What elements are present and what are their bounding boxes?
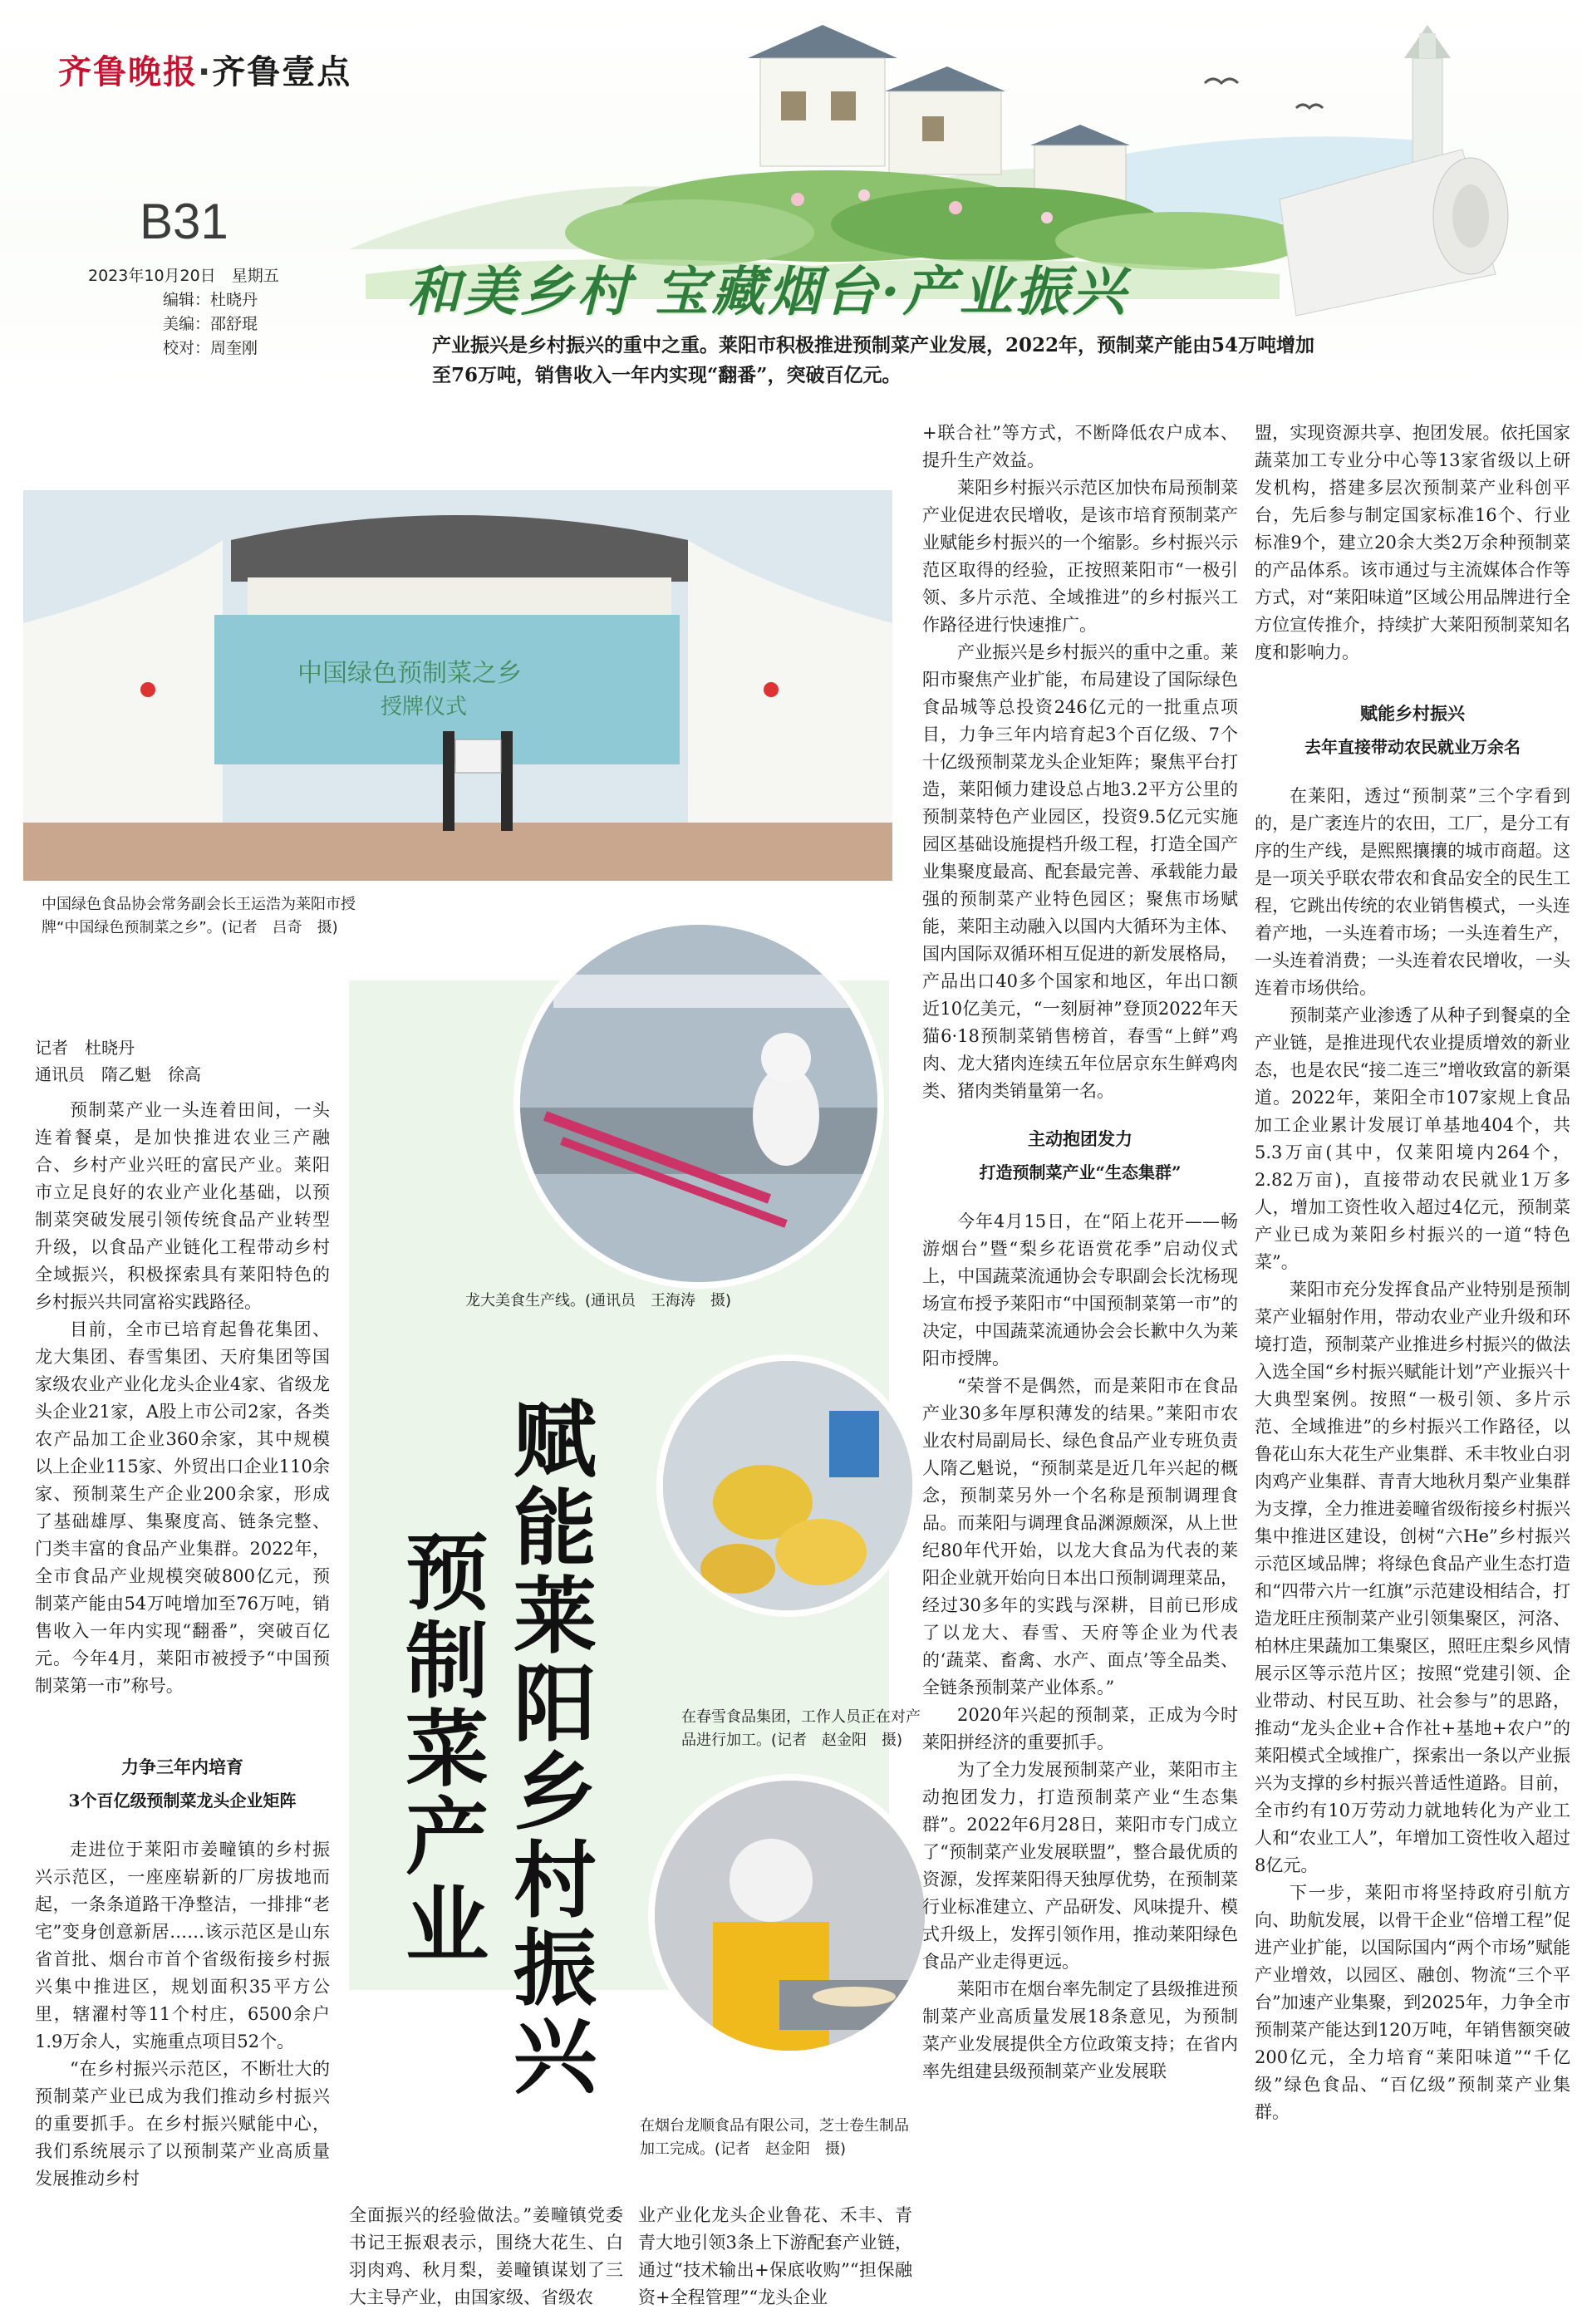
logo-separator: · [198,53,213,91]
edition-date: 2023年10月20日 星期五 [88,267,279,285]
masthead-logo [58,46,351,93]
edition-meta [88,264,279,361]
col3-paragraph: 产业振兴是乡村振兴的重中之重。莱阳市聚焦产业扩能，布局建设了国际绿色食品城等总投资246亿元的一批重点项目，力争三年内培育起3个百亿级、7个十亿级预制菜龙头企业矩阵；聚焦平台打造，莱阳倾力建设总占地3.2平方公里的预制菜特色产业园区，投资9.5亿元实施园区基础设施提档升级工程，打造全国产业集聚度最高、配套最完善、承载能力最强的预制菜产业特色园区；聚焦市场赋能，莱阳主动融入以国内大循环为主体、国内国际双循环相互促进的新发展格局，产品出口40多个国家和地区，年出口额近10亿美元，“一刻厨神”登顶2022年天猫6·18预制菜销售榜首，春雪“上鲜”鸡肉、龙大猪肉连续五年位居京东生鲜鸡肉类、猪肉类销量第一名。 [922,642,1238,1101]
factory-photo-illustration [520,925,877,1282]
col3-subheading-2: 打造预制菜产业“生态集群” [979,1162,1182,1182]
article-title-line2: 预制菜产业 [391,1529,489,1969]
byline-correspondents: 通讯员 隋乙魁 徐高 [35,1064,201,1084]
article-title-line1: 赋能莱阳乡村振兴 [499,1396,597,2100]
column-4 [1255,420,1570,2126]
stage-photo-caption: 中国绿色食品协会常务副会长王运浩为莱阳市授牌“中国绿色预制菜之乡”。(记者 吕奇 摄) [42,896,356,936]
col4-paragraph: 莱阳市充分发挥食品产业特别是预制菜产业辐射作用，带动农业产业升级和环境打造，预制菜产业推进乡村振兴的做法入选全国“乡村振兴赋能计划”产业振兴十大典型案例。按照“一极引领、多片示范、全域推进”的乡村振兴工作路径，以鲁花山东大花生产业集群、禾丰牧业白羽肉鸡产业集群、青青大地秋月梨产业集群为支撑，全力推进姜疃省级衔接乡村振兴集中推进区建设，创树“六He”乡村振兴示范区域品牌；将绿色食品产业生态打造和“四带六片一红旗”示范建设相结合，打造龙旺庄预制菜产业引领集聚区，河洛、柏林庄果蔬加工集聚区，照旺庄梨乡风情展示区等示范片区；按照“党建引领、企业带动、村民互助、社会参与”的思路，推动“龙头企业+合作社+基地+农户”的莱阳模式全域推广，探索出一条以产业振兴为支撑的乡村振兴普适性道路。目前，全市约有10万劳动力就地转化为产业工人和“农业工人”，年增加工资性收入超过8亿元。 [1255,1280,1570,1875]
factory-photo [513,918,884,1289]
col3-paragraph: 为了全力发展预制菜产业，莱阳市主动抱团发力，打造预制菜产业“生态集群”。2022年6月28日，莱阳市专门成立了“预制菜产业发展联盟”，整合最优质的资源，发挥莱阳得天独厚优势，在预制菜行业标准建立、产品研发、风味提升、模式升级上，发挥引领作用，推动莱阳绿色食品产业走得更远。 [922,1760,1238,1972]
col4-paragraph: 下一步，莱阳市将坚持政府引航方向、助航发展，以骨干企业“倍增工程”促进产业扩能，以国际国内“两个市场”赋能产业增效，以园区、融创、物流“三个平台”加速产业集聚，到2025年，力争全市预制菜产能达到120万吨，年销售额突破200亿元，全力培育“莱阳味道”“千亿级”绿色食品、“百亿级”预制菜产业集群。 [1255,1883,1570,2122]
worker-photo-illustration [655,1781,925,2051]
brand-name: 齐鲁壹点 [212,53,352,91]
col1-subheading: 力争三年内培育 [121,1757,243,1777]
byline [35,1034,201,1088]
col3-paragraph: 莱阳市在烟台率先制定了县级推进预制菜产业高质量发展18条意见，为预制菜产业发展提供全方位政策支持；在省内率先组建县级预制菜产业发展联 [922,1979,1238,2081]
page-number: B31 [140,194,228,249]
column-3 [922,420,1238,2086]
col3-paragraph: 2020年兴起的预制菜，正成为今时莱阳拼经济的重要抓手。 [922,1705,1238,1752]
stage-photo [23,490,892,881]
page-header [0,0,1582,391]
stage-banner-subtext: 授牌仪式 [381,695,468,720]
byline-reporter: 记者 杜晓丹 [35,1038,135,1058]
col3-paragraph: +联合社”等方式，不断降低农户成本、提升生产效益。 [922,423,1238,470]
worker-photo-caption: 在烟台龙顺食品有限公司，芝士卷生制品加工完成。(记者 赵金阳 摄) [640,2117,909,2158]
worker-photo [648,1774,931,2057]
section-headline: 和美乡村 宝藏烟台·产业振兴 [407,261,1129,323]
bottom-paragraph: 全面振兴的经验做法。”姜疃镇党委书记王振艰表示，围绕大花生、白羽肉鸡、秋月梨，姜疃镇谋划了三大主导产业，由国家级、省级农 [349,2205,623,2307]
food-photo-caption: 在春雪食品集团，工作人员正在对产品进行加工。(记者 赵金阳 摄) [681,1708,921,1749]
col4-subheading-2: 去年直接带动农民就业万余名 [1304,737,1521,757]
col4-paragraph: 盟，实现资源共享、抱团发展。依托国家蔬菜加工专业分中心等13家省级以上研发机构，搭建多层次预制菜产业科创平台，先后参与制定国家标准16个、行业标准9个，建立20余大类2万余种预制菜的产品体系。该市通过与主流媒体合作等方式，对“莱阳味道”区域公用品牌进行全方位宣传推介，持续扩大莱阳预制菜知名度和影响力。 [1255,423,1570,662]
bottom-paragraph: 业产业化龙头企业鲁花、禾丰、青青大地引领3条上下游配套产业链，通过“技术输出+保底收购”“担保融资+全程管理”“龙头企业 [638,2205,912,2307]
stage-banner-text: 中国绿色预制菜之乡 [297,659,522,688]
col4-paragraph: 预制菜产业渗透了从种子到餐桌的全产业链，是推进现代农业提质增效的新业态，也是农民“接二连三”增收致富的新渠道。2022年，莱阳全市107家规上食品加工企业累计发展订单基地404个，共5.3万亩(其中，仅莱阳境内264个，2.82万亩)，直接带动农民就业1万多人，增加工资性收入超过4亿元，预制菜产业已成为莱阳乡村振兴的一道“特色菜”。 [1255,1005,1570,1272]
col3-paragraph: 今年4月15日，在“陌上花开——畅游烟台”暨“梨乡花语赏花季”启动仪式上，中国蔬菜流通协会专职副会长沈杨现场宣布授予莱阳市“中国预制菜第一市”的决定，中国蔬菜流通协会会长歉中久为莱阳市授牌。 [922,1211,1238,1368]
col3-paragraph: 莱阳乡村振兴示范区加快布局预制菜产业促进农民增收，是该市培育预制菜产业赋能乡村振兴的一个缩影。乡村振兴示范区取得的经验，正按照莱阳市“一极引领、多片示范、全域推进”的乡村振兴工作路径进行快速推广。 [922,478,1238,635]
column-1 [35,1097,330,2193]
food-photo [656,1354,919,1617]
col4-subheading: 赋能乡村振兴 [1360,703,1465,724]
bottom-middle-right [638,2202,912,2312]
bottom-middle-left [349,2202,623,2312]
col1-paragraph: 目前，全市已培育起鲁花集团、龙大集团、春雪集团、天府集团等国家级农业产业化龙头企业4家、省级龙头企业21家，A股上市公司2家，各类农产品加工企业360余家，其中规模以上企业115家、外贸出口企业110余家、预制菜生产企业200余家，形成了基础雄厚、集聚度高、链条完整、门类丰富的食品产业集群。2022年，全市食品产业规模突破800亿元，预制菜产能由54万吨增加至76万吨，销售收入一年内实现“翻番”，突破百亿元。今年4月，莱阳市被授予“中国预制菜第一市”称号。 [35,1319,330,1696]
col3-subheading: 主动抱团发力 [1028,1128,1132,1149]
factory-photo-caption: 龙大美食生产线。(通讯员 王海涛 摄) [465,1292,732,1309]
col1-paragraph: “在乡村振兴示范区，不断壮大的预制菜产业已成为我们推动乡村振兴的重要抓手。在乡村振兴赋能中心，我们系统展示了以预制菜产业高质量发展推动乡村 [35,2059,330,2189]
paper-name: 齐鲁晚报 [58,53,198,91]
col4-paragraph: 在莱阳，透过“预制菜”三个字看到的，是广袤连片的农田，工厂，是分工有序的生产线，是熙熙攘攘的城市商超。这是一项关乎联农带农和食品安全的民生工程，它跳出传统的农业销售模式，一头连着产地，一头连着市场；一头连着生产，一头连着消费；一头连着农民增收，一头连着市场供给。 [1255,786,1570,998]
col1-subheading-2: 3个百亿级预制菜龙头企业矩阵 [68,1791,297,1811]
proofreader-credit: 校对：周奎刚 [163,339,258,357]
lead-paragraph: 产业振兴是乡村振兴的重中之重。莱阳市积极推进预制菜产业发展，2022年，预制菜产能由54万吨增加至76万吨，销售收入一年内实现“翻番”，突破百亿元。 [432,334,1315,386]
food-photo-illustration [663,1361,912,1610]
col1-paragraph: 走进位于莱阳市姜疃镇的乡村振兴示范区，一座座崭新的厂房拔地而起，一条条道路干净整洁，一排排“老宅”变身创意新居……该示范区是山东省首批、烟台市首个省级衔接乡村振兴集中推进区，规划面积35平方公里，辖濯村等11个村庄，6500余户1.9万余人，实施重点项目52个。 [35,1840,330,2051]
col3-paragraph: “荣誉不是偶然，而是莱阳市在食品产业30多年厚积薄发的结果。”莱阳市农业农村局副局长、绿色食品产业专班负责人隋乙魁说，“预制菜是近几年兴起的概念，预制菜另外一个名称是预制调理食品。而莱阳与调理食品渊源颇深，从上世纪80年代开始，以龙大食品为代表的莱阳企业就开始向日本出口预制调理菜品，经过30多年的实践与深耕，目前已形成了以龙大、春雪、天府等企业为代表的‘蔬菜、畜禽、水产、面点’等全品类、全链条预制菜产业体系。” [922,1376,1238,1698]
col1-paragraph: 预制菜产业一头连着田间，一头连着餐桌，是加快推进农业三产融合、乡村产业兴旺的富民产业。莱阳市立足良好的农业产业化基础，以预制菜突破发展引领传统食品产业转型升级，以食品产业链化工程带动乡村全域振兴，积极探索具有莱阳特色的乡村振兴共同富裕实践路径。 [35,1100,330,1312]
editor-credit: 编辑：杜晓丹 [163,291,258,309]
designer-credit: 美编：邵舒琨 [163,315,258,333]
